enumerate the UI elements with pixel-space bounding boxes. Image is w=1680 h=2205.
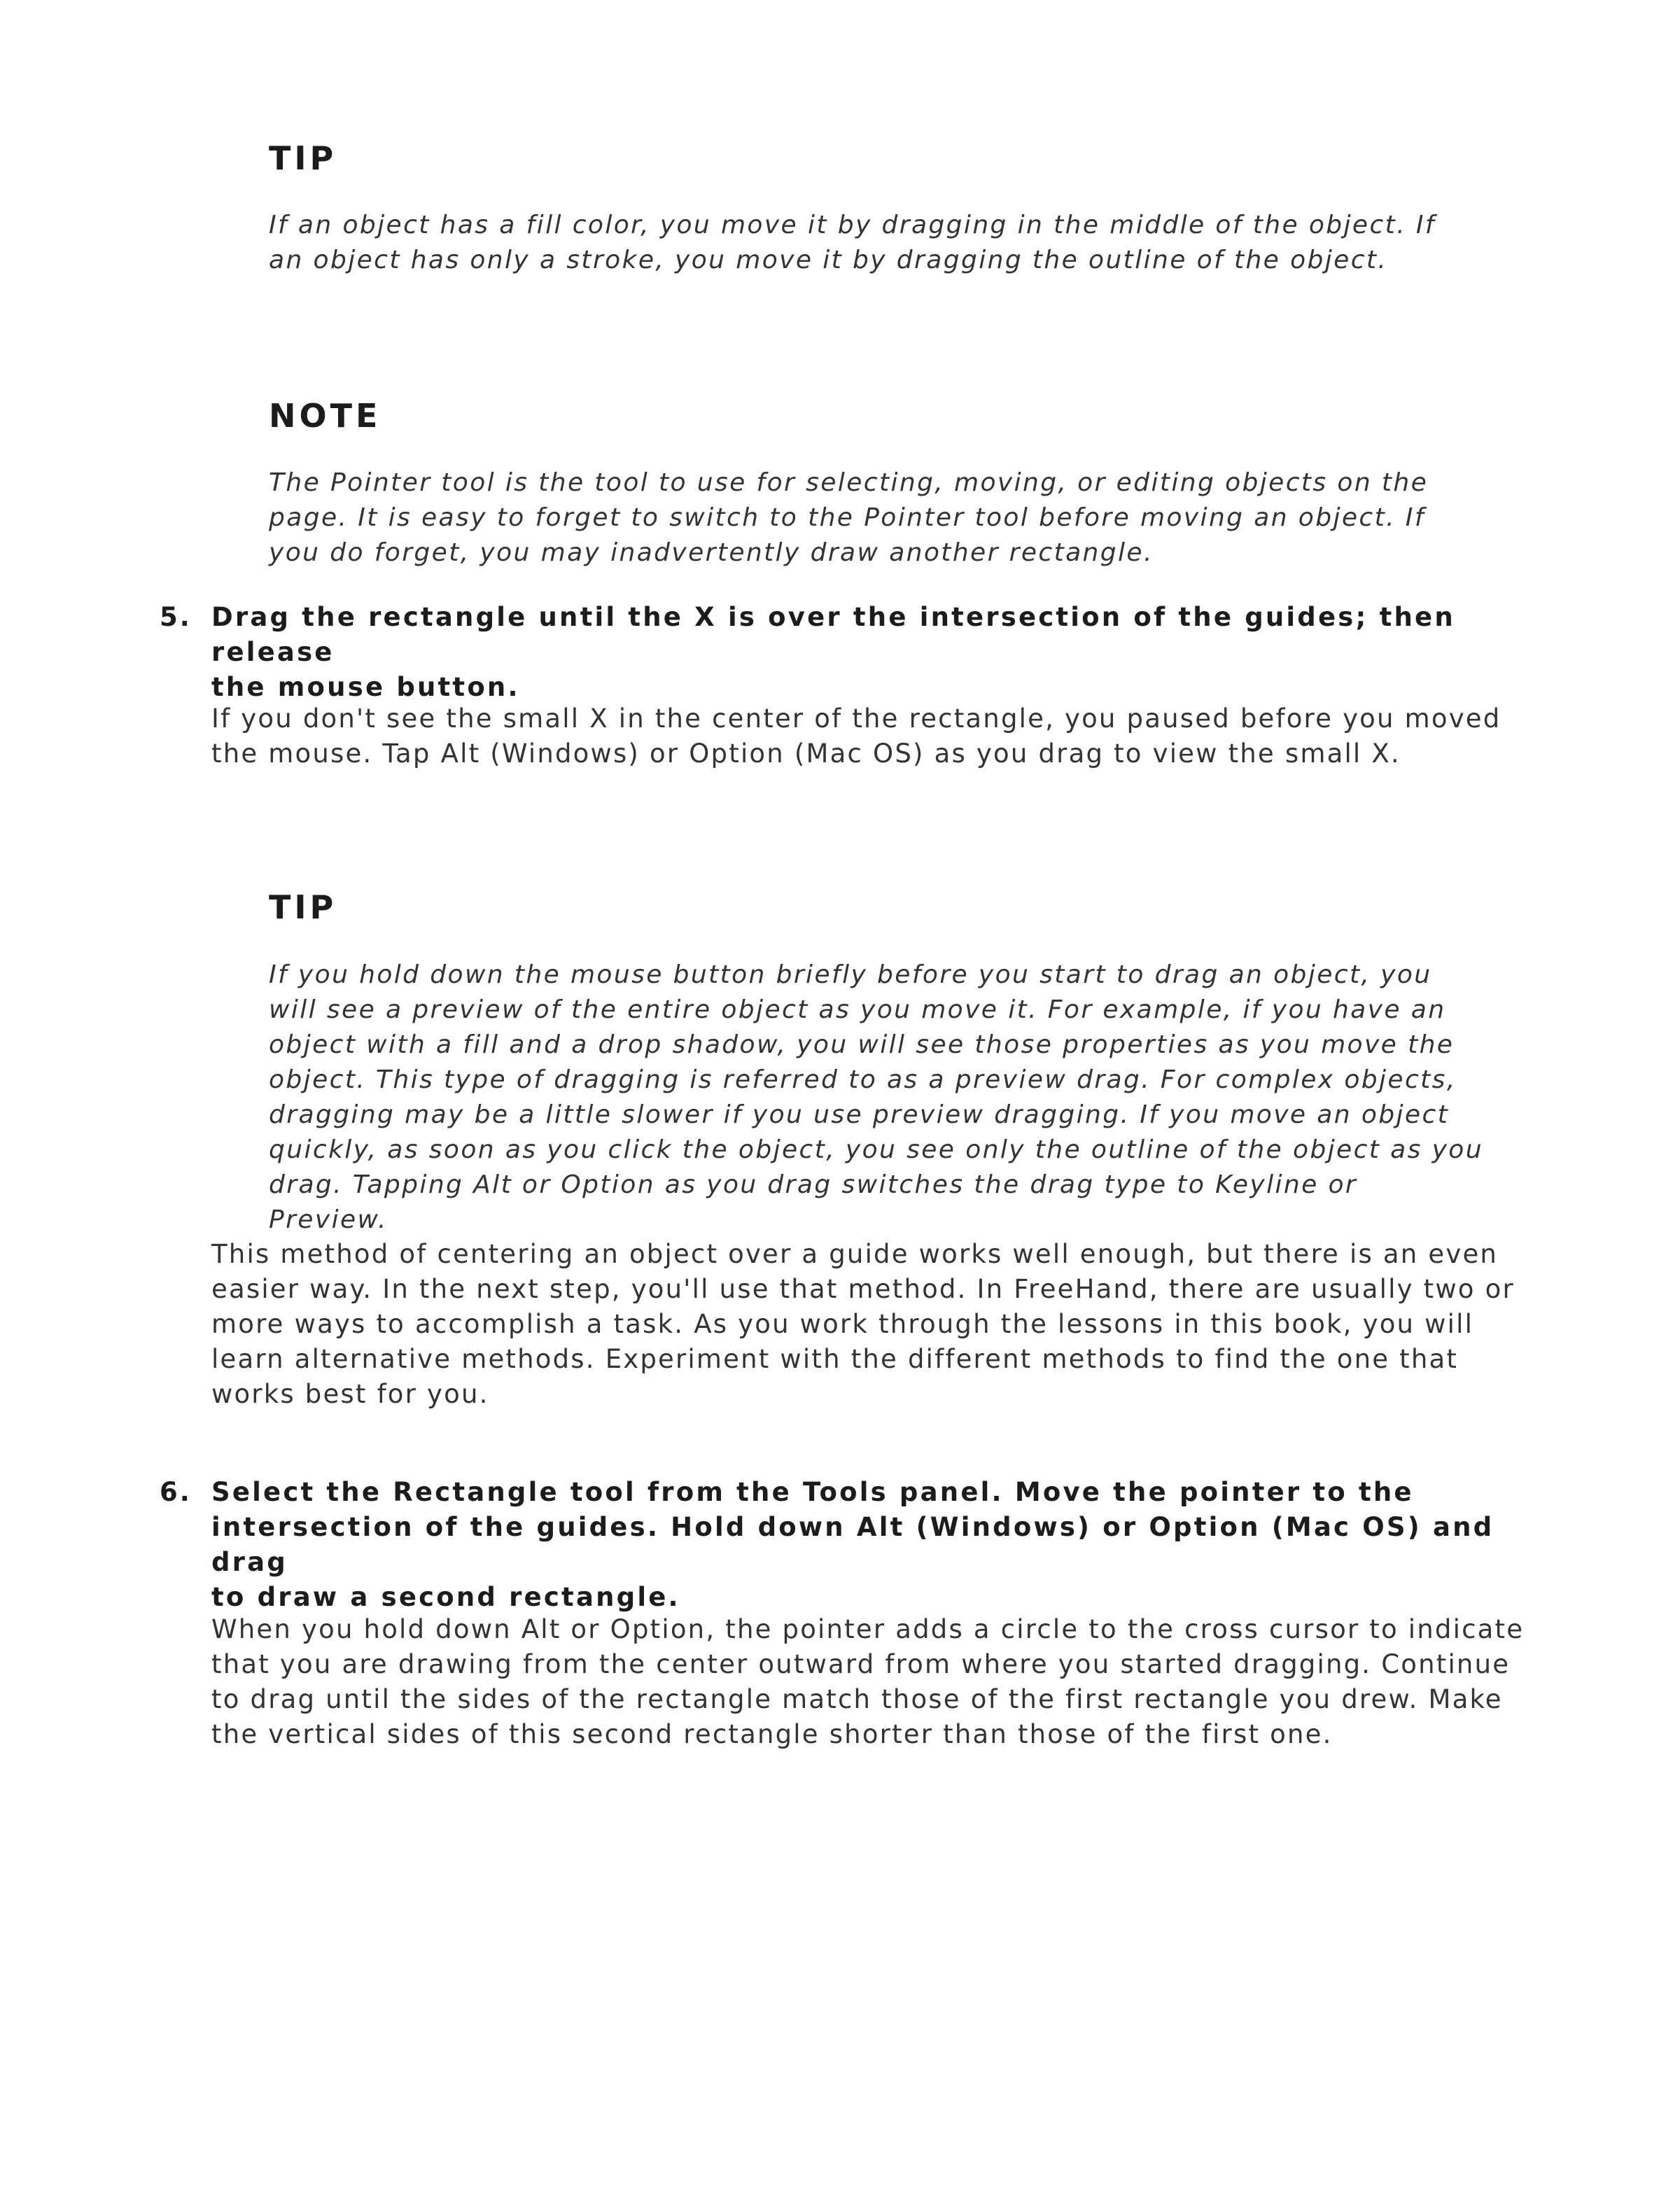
tip-text: If you hold down the mouse button briefly before you start to drag an object, you will see a preview of the entire object as you move it. For example, if you have an object with a fill and a drop shadow, you will see those properties as you move the object. This type of dragging is referred to as a preview drag. For complex objects, dragging may be a little slower if you use preview dragging. If you move an object quickly, as soon as you click the object, you see only the outline of the object as you drag. Tapping Alt or Option as you drag switches the drag type to Keyline or Preview. <box>269 960 1483 1234</box>
tip-heading: TIP <box>269 888 337 926</box>
centering-paragraph: This method of centering an object over a guide works well enough, but there is an even easier way. In the next step, you'll use that method. In FreeHand, there are usually two or more ways to accomplish a task. As you work through the lessons in this book, you will learn alternative methods. Experiment with the different methods to find the one that works best for you. <box>211 1239 1515 1409</box>
tip-heading: TIP <box>269 139 337 177</box>
step-6-body: When you hold down Alt or Option, the pointer adds a circle to the cross cursor to indicate that you are drawing from the center outward from where you started dragging. Continue to drag until the sides of the rectangle match those of the first rectangle you drew. Make the vertical sides of this second rectangle shorter than those of the first one. <box>211 1614 1525 1749</box>
step-5-body: If you don't see the small X in the center of the rectangle, you paused before you moved the mouse. Tap Alt (Windows) or Option (Mac OS) as you drag to view the small X. <box>211 704 1502 769</box>
tip-text: If an object has a fill color, you move it by dragging in the middle of the object. If an object has only a stroke, you move it by dragging the outline of the object. <box>269 211 1436 274</box>
step-6-number: 6. <box>160 1477 192 1507</box>
note-heading: NOTE <box>269 397 382 435</box>
step-5-instruction: Drag the rectangle until the X is over the intersection of the guides; then release the mouse button. <box>211 602 1455 702</box>
step-6-instruction: Select the Rectangle tool from the Tools panel. Move the pointer to the intersection of the guides. Hold down Alt (Windows) or Option (Mac OS) and drag to draw a second rectangle. <box>211 1477 1494 1612</box>
note-text: The Pointer tool is the tool to use for selecting, moving, or editing objects on the page. It is easy to forget to switch to the Pointer tool before moving an object. If you do forget, you may inadvertently draw another rectangle. <box>269 468 1429 567</box>
step-5-number: 5. <box>160 602 192 632</box>
